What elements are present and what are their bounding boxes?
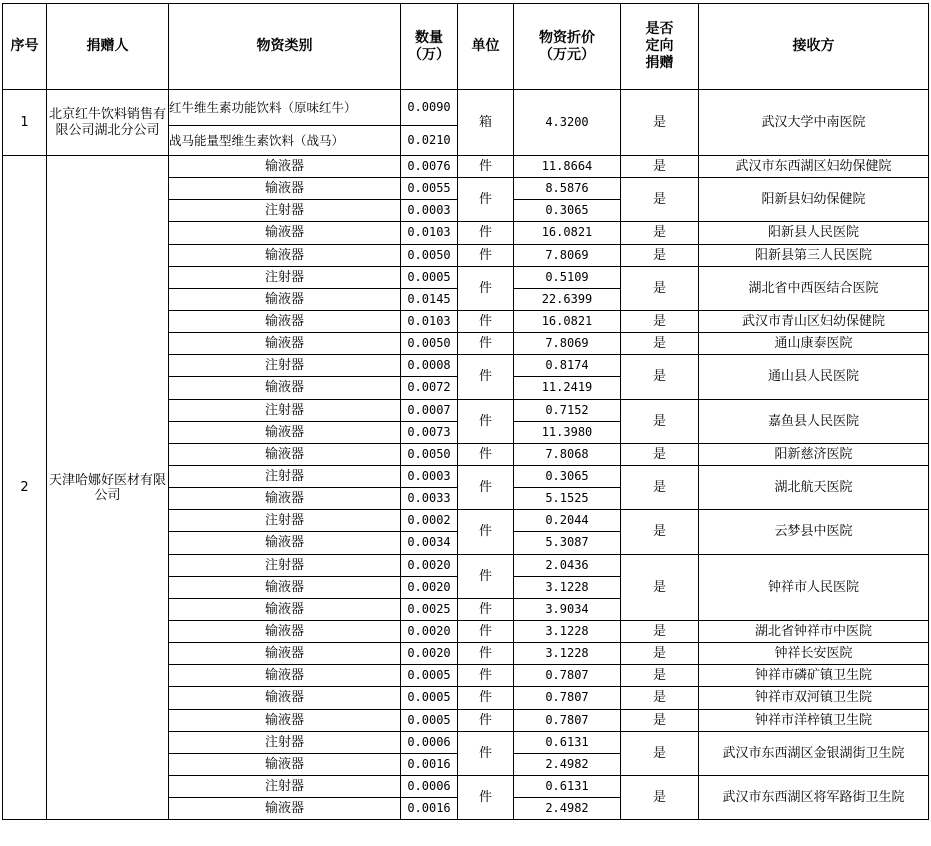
header-row bbox=[3, 4, 929, 90]
value-cell: 0.6131 bbox=[514, 775, 621, 797]
value-cell: 3.1228 bbox=[514, 643, 621, 665]
donor-name-cell: 天津哈娜好医材有限公司 bbox=[47, 156, 169, 820]
value-cell: 7.8068 bbox=[514, 443, 621, 465]
unit-cell: 件 bbox=[458, 731, 514, 775]
recipient-cell: 武汉市青山区妇幼保健院 bbox=[699, 310, 929, 332]
value-cell: 0.7152 bbox=[514, 399, 621, 421]
header-category: 物资类别 bbox=[169, 4, 401, 90]
directed-cell: 是 bbox=[621, 244, 699, 266]
seq-cell: 1 bbox=[3, 90, 47, 156]
directed-cell: 是 bbox=[621, 90, 699, 156]
qty-cell: 0.0006 bbox=[401, 731, 458, 753]
unit-cell: 件 bbox=[458, 156, 514, 178]
category-cell: 注射器 bbox=[169, 731, 401, 753]
value-cell: 0.3065 bbox=[514, 465, 621, 487]
directed-cell: 是 bbox=[621, 178, 699, 222]
header-value: 物资折价 （万元） bbox=[514, 4, 621, 90]
value-cell: 0.7807 bbox=[514, 665, 621, 687]
category-cell: 输液器 bbox=[169, 288, 401, 310]
qty-cell: 0.0003 bbox=[401, 200, 458, 222]
table-row bbox=[3, 90, 929, 126]
recipient-cell: 钟祥市磷矿镇卫生院 bbox=[699, 665, 929, 687]
directed-cell: 是 bbox=[621, 443, 699, 465]
directed-cell: 是 bbox=[621, 620, 699, 642]
recipient-cell: 嘉鱼县人民医院 bbox=[699, 399, 929, 443]
header-directed: 是否 定向 捐赠 bbox=[621, 4, 699, 90]
recipient-cell: 湖北航天医院 bbox=[699, 465, 929, 509]
directed-cell: 是 bbox=[621, 266, 699, 310]
value-cell: 16.0821 bbox=[514, 222, 621, 244]
qty-cell: 0.0103 bbox=[401, 310, 458, 332]
header-unit: 单位 bbox=[458, 4, 514, 90]
recipient-cell: 钟祥市人民医院 bbox=[699, 554, 929, 620]
directed-cell: 是 bbox=[621, 687, 699, 709]
unit-cell: 件 bbox=[458, 266, 514, 310]
qty-cell: 0.0016 bbox=[401, 753, 458, 775]
category-cell: 输液器 bbox=[169, 178, 401, 200]
value-cell: 0.5109 bbox=[514, 266, 621, 288]
qty-cell: 0.0007 bbox=[401, 399, 458, 421]
donation-table bbox=[2, 3, 929, 820]
qty-cell: 0.0002 bbox=[401, 510, 458, 532]
category-cell: 注射器 bbox=[169, 399, 401, 421]
value-cell: 0.3065 bbox=[514, 200, 621, 222]
directed-cell: 是 bbox=[621, 222, 699, 244]
qty-cell: 0.0008 bbox=[401, 355, 458, 377]
donor-name-cell: 北京红牛饮料销售有限公司湖北分公司 bbox=[47, 90, 169, 156]
category-cell: 输液器 bbox=[169, 665, 401, 687]
recipient-cell: 武汉市东西湖区金银湖街卫生院 bbox=[699, 731, 929, 775]
value-cell: 0.2044 bbox=[514, 510, 621, 532]
category-cell: 输液器 bbox=[169, 576, 401, 598]
qty-cell: 0.0103 bbox=[401, 222, 458, 244]
directed-cell: 是 bbox=[621, 399, 699, 443]
seq-cell: 2 bbox=[3, 156, 47, 820]
category-cell: 输液器 bbox=[169, 244, 401, 266]
category-cell: 输液器 bbox=[169, 798, 401, 820]
unit-cell: 件 bbox=[458, 310, 514, 332]
value-cell: 3.9034 bbox=[514, 598, 621, 620]
unit-cell: 件 bbox=[458, 554, 514, 598]
unit-cell: 件 bbox=[458, 620, 514, 642]
unit-cell: 件 bbox=[458, 465, 514, 509]
category-cell: 注射器 bbox=[169, 775, 401, 797]
unit-cell: 件 bbox=[458, 178, 514, 222]
qty-cell: 0.0020 bbox=[401, 643, 458, 665]
qty-cell: 0.0055 bbox=[401, 178, 458, 200]
value-cell: 0.8174 bbox=[514, 355, 621, 377]
qty-cell: 0.0020 bbox=[401, 576, 458, 598]
qty-cell: 0.0050 bbox=[401, 443, 458, 465]
unit-cell: 件 bbox=[458, 665, 514, 687]
unit-cell: 件 bbox=[458, 399, 514, 443]
directed-cell: 是 bbox=[621, 355, 699, 399]
directed-cell: 是 bbox=[621, 156, 699, 178]
qty-cell: 0.0005 bbox=[401, 687, 458, 709]
qty-cell: 0.0016 bbox=[401, 798, 458, 820]
value-cell: 3.1228 bbox=[514, 576, 621, 598]
value-cell: 5.1525 bbox=[514, 488, 621, 510]
category-cell: 输液器 bbox=[169, 709, 401, 731]
category-cell: 输液器 bbox=[169, 156, 401, 178]
directed-cell: 是 bbox=[621, 510, 699, 554]
unit-cell: 件 bbox=[458, 709, 514, 731]
value-cell: 7.8069 bbox=[514, 244, 621, 266]
category-cell: 输液器 bbox=[169, 222, 401, 244]
category-cell: 输液器 bbox=[169, 532, 401, 554]
directed-cell: 是 bbox=[621, 731, 699, 775]
unit-cell: 件 bbox=[458, 333, 514, 355]
unit-cell: 件 bbox=[458, 598, 514, 620]
recipient-cell: 武汉市东西湖区妇幼保健院 bbox=[699, 156, 929, 178]
value-cell: 11.2419 bbox=[514, 377, 621, 399]
unit-cell: 件 bbox=[458, 775, 514, 819]
category-cell: 战马能量型维生素饮料（战马） bbox=[169, 126, 401, 156]
value-cell: 11.8664 bbox=[514, 156, 621, 178]
value-cell: 7.8069 bbox=[514, 333, 621, 355]
value-cell: 8.5876 bbox=[514, 178, 621, 200]
qty-cell: 0.0050 bbox=[401, 244, 458, 266]
unit-cell: 件 bbox=[458, 687, 514, 709]
directed-cell: 是 bbox=[621, 709, 699, 731]
category-cell: 注射器 bbox=[169, 266, 401, 288]
recipient-cell: 武汉大学中南医院 bbox=[699, 90, 929, 156]
unit-cell: 件 bbox=[458, 222, 514, 244]
qty-cell: 0.0050 bbox=[401, 333, 458, 355]
qty-cell: 0.0005 bbox=[401, 266, 458, 288]
qty-cell: 0.0072 bbox=[401, 377, 458, 399]
qty-cell: 0.0090 bbox=[401, 90, 458, 126]
category-cell: 输液器 bbox=[169, 620, 401, 642]
category-cell: 红牛维生素功能饮料（原味红牛） bbox=[169, 90, 401, 126]
category-cell: 输液器 bbox=[169, 421, 401, 443]
category-cell: 输液器 bbox=[169, 687, 401, 709]
recipient-cell: 阳新慈济医院 bbox=[699, 443, 929, 465]
value-cell: 16.0821 bbox=[514, 310, 621, 332]
qty-cell: 0.0210 bbox=[401, 126, 458, 156]
value-cell: 2.4982 bbox=[514, 798, 621, 820]
value-cell: 0.7807 bbox=[514, 687, 621, 709]
recipient-cell: 通山县人民医院 bbox=[699, 355, 929, 399]
qty-cell: 0.0020 bbox=[401, 554, 458, 576]
recipient-cell: 湖北省钟祥市中医院 bbox=[699, 620, 929, 642]
directed-cell: 是 bbox=[621, 775, 699, 819]
category-cell: 注射器 bbox=[169, 554, 401, 576]
directed-cell: 是 bbox=[621, 310, 699, 332]
category-cell: 输液器 bbox=[169, 443, 401, 465]
unit-cell: 件 bbox=[458, 510, 514, 554]
qty-cell: 0.0005 bbox=[401, 665, 458, 687]
qty-cell: 0.0003 bbox=[401, 465, 458, 487]
qty-cell: 0.0025 bbox=[401, 598, 458, 620]
recipient-cell: 通山康泰医院 bbox=[699, 333, 929, 355]
value-cell: 2.4982 bbox=[514, 753, 621, 775]
recipient-cell: 阳新县妇幼保健院 bbox=[699, 178, 929, 222]
value-cell: 2.0436 bbox=[514, 554, 621, 576]
unit-cell: 件 bbox=[458, 244, 514, 266]
recipient-cell: 钟祥市双河镇卫生院 bbox=[699, 687, 929, 709]
unit-cell: 件 bbox=[458, 443, 514, 465]
qty-cell: 0.0076 bbox=[401, 156, 458, 178]
category-cell: 输液器 bbox=[169, 377, 401, 399]
header-seq: 序号 bbox=[3, 4, 47, 90]
value-cell: 5.3087 bbox=[514, 532, 621, 554]
recipient-cell: 阳新县第三人民医院 bbox=[699, 244, 929, 266]
category-cell: 输液器 bbox=[169, 333, 401, 355]
directed-cell: 是 bbox=[621, 554, 699, 620]
recipient-cell: 阳新县人民医院 bbox=[699, 222, 929, 244]
category-cell: 注射器 bbox=[169, 200, 401, 222]
header-donor: 捐赠人 bbox=[47, 4, 169, 90]
recipient-cell: 钟祥长安医院 bbox=[699, 643, 929, 665]
value-cell: 22.6399 bbox=[514, 288, 621, 310]
qty-cell: 0.0073 bbox=[401, 421, 458, 443]
category-cell: 输液器 bbox=[169, 598, 401, 620]
directed-cell: 是 bbox=[621, 665, 699, 687]
value-cell: 0.7807 bbox=[514, 709, 621, 731]
recipient-cell: 云梦县中医院 bbox=[699, 510, 929, 554]
qty-cell: 0.0020 bbox=[401, 620, 458, 642]
directed-cell: 是 bbox=[621, 465, 699, 509]
qty-cell: 0.0006 bbox=[401, 775, 458, 797]
unit-cell: 件 bbox=[458, 355, 514, 399]
recipient-cell: 湖北省中西医结合医院 bbox=[699, 266, 929, 310]
qty-cell: 0.0145 bbox=[401, 288, 458, 310]
table-row bbox=[3, 156, 929, 178]
header-recipient: 接收方 bbox=[699, 4, 929, 90]
category-cell: 注射器 bbox=[169, 510, 401, 532]
category-cell: 输液器 bbox=[169, 310, 401, 332]
qty-cell: 0.0034 bbox=[401, 532, 458, 554]
qty-cell: 0.0005 bbox=[401, 709, 458, 731]
directed-cell: 是 bbox=[621, 333, 699, 355]
value-cell: 11.3980 bbox=[514, 421, 621, 443]
category-cell: 输液器 bbox=[169, 488, 401, 510]
value-cell: 3.1228 bbox=[514, 620, 621, 642]
category-cell: 输液器 bbox=[169, 753, 401, 775]
directed-cell: 是 bbox=[621, 643, 699, 665]
qty-cell: 0.0033 bbox=[401, 488, 458, 510]
header-qty: 数量 （万） bbox=[401, 4, 458, 90]
recipient-cell: 钟祥市洋梓镇卫生院 bbox=[699, 709, 929, 731]
value-cell: 4.3200 bbox=[514, 90, 621, 156]
value-cell: 0.6131 bbox=[514, 731, 621, 753]
category-cell: 输液器 bbox=[169, 643, 401, 665]
recipient-cell: 武汉市东西湖区将军路街卫生院 bbox=[699, 775, 929, 819]
unit-cell: 箱 bbox=[458, 90, 514, 156]
category-cell: 注射器 bbox=[169, 465, 401, 487]
category-cell: 注射器 bbox=[169, 355, 401, 377]
unit-cell: 件 bbox=[458, 643, 514, 665]
